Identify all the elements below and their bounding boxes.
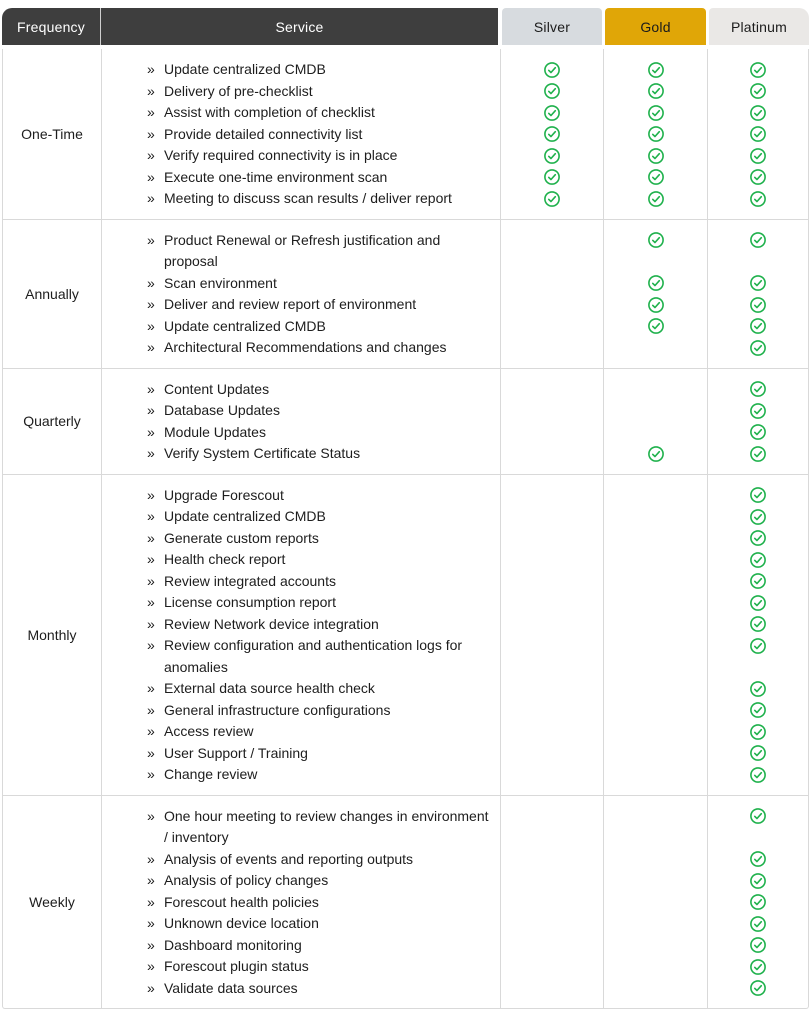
check-icon [750,702,766,718]
service-label: Review Network device integration [164,615,379,632]
service-label: Verify System Certificate Status [164,445,361,461]
bullet-icon: » [147,168,155,185]
service-item [101,592,500,614]
check-icon [544,191,560,207]
tier-cell-gold [603,188,707,219]
service-item [101,743,500,765]
service-label: Assist with completion of checklist [164,104,375,120]
tier-cell-silver [500,124,603,146]
check-icon [750,530,766,546]
check-icon [750,487,766,503]
tier-cell-gold [603,124,707,146]
bullet-icon: » [147,680,155,696]
tier-cell-gold [603,635,707,678]
header-service: Service [275,18,324,35]
service-item [101,124,500,146]
tier-cell-platinum [707,956,808,978]
tier-cell-gold [603,422,707,444]
tier-cell-platinum [707,721,808,743]
bullet-icon: » [147,594,155,610]
tier-cell-gold [603,796,707,849]
bullet-icon: » [147,915,155,931]
tier-cell-gold [603,935,707,957]
service-label: Verify required connectivity is in place [164,147,398,163]
service-item [101,294,500,316]
service-item [101,614,500,636]
tier-cell-silver [500,721,603,743]
service-item [101,700,500,722]
tier-cell-platinum [707,49,808,81]
check-icon [750,552,766,568]
check-icon [750,573,766,589]
bullet-icon: » [147,508,155,524]
tier-cell-platinum [707,635,808,678]
service-item [101,796,500,849]
tier-cell-gold [603,549,707,571]
tier-cell-platinum [707,294,808,316]
check-icon [648,169,664,185]
bullet-icon: » [147,744,155,761]
tier-cell-silver [500,167,603,189]
service-item [101,870,500,892]
tier-cell-platinum [707,571,808,593]
service-item [101,422,500,444]
tier-cell-gold [603,369,707,401]
tier-cell-gold [603,475,707,507]
tier-cell-platinum [707,614,808,636]
check-icon [544,148,560,164]
section-monthly [3,474,808,795]
tier-cell-silver [500,475,603,507]
tier-cell-silver [500,400,603,422]
service-item [101,475,500,507]
tier-cell-gold [603,102,707,124]
check-icon [750,62,766,78]
table-header [2,8,809,45]
tier-cell-platinum [707,102,808,124]
bullet-icon: » [147,190,155,206]
service-label: License consumption report [164,594,336,610]
bullet-icon: » [147,380,155,397]
frequency-label: One-Time [21,125,83,142]
tier-cell-gold [603,49,707,81]
service-label: Forescout health policies [164,893,319,910]
check-icon [544,169,560,185]
service-label: Execute one-time environment scan [164,168,388,185]
tier-cell-gold [603,700,707,722]
check-icon [648,275,664,291]
check-icon [750,873,766,889]
check-icon [648,148,664,164]
service-item [101,635,500,678]
check-icon [750,767,766,783]
tier-cell-silver [500,678,603,700]
frequency-label: Monthly [27,626,77,643]
tier-cell-platinum [707,167,808,189]
tier-cell-platinum [707,528,808,550]
service-label: Architectural Recommendations and changes [164,339,447,355]
bullet-icon: » [147,529,155,546]
service-item [101,400,500,422]
service-item [101,506,500,528]
bullet-icon: » [147,445,155,461]
service-label: Module Updates [164,423,266,440]
tier-cell-silver [500,614,603,636]
check-icon [750,724,766,740]
service-label: Access review [164,723,254,739]
tier-cell-gold [603,592,707,614]
check-icon [750,959,766,975]
tier-cell-platinum [707,849,808,871]
service-item [101,220,500,273]
tier-cell-silver [500,337,603,368]
tier-cell-silver [500,978,603,1009]
service-label: Forescout plugin status [164,958,309,974]
bullet-icon: » [147,766,155,782]
service-label: Validate data sources [164,979,298,996]
tier-cell-silver [500,49,603,81]
header-dark-block [2,8,498,45]
tier-cell-gold [603,400,707,422]
tier-cell-silver [500,443,603,474]
bullet-icon: » [147,104,155,120]
tier-cell-silver [500,549,603,571]
service-label: Update centralized CMDB [164,61,326,77]
frequency-label: Weekly [29,893,75,910]
check-icon [750,105,766,121]
tier-cell-platinum [707,700,808,722]
bullet-icon: » [147,936,155,953]
tier-cell-platinum [707,400,808,422]
section-one-time [3,49,808,219]
check-icon [750,381,766,397]
service-item [101,892,500,914]
tier-cell-silver [500,892,603,914]
service-label: Health check report [164,551,286,567]
tier-cell-silver [500,506,603,528]
service-label: Review configuration and authentication logs for anomalies [164,637,463,675]
tier-cell-platinum [707,220,808,273]
section-weekly [3,795,808,1009]
check-icon [750,297,766,313]
tier-cell-silver [500,220,603,273]
tier-cell-silver [500,849,603,871]
tier-cell-silver [500,294,603,316]
tier-cell-gold [603,870,707,892]
tier-cell-gold [603,614,707,636]
service-item [101,102,500,124]
tier-cell-gold [603,273,707,295]
tier-cell-gold [603,528,707,550]
bullet-icon: » [147,231,155,248]
check-icon [750,851,766,867]
tier-cell-silver [500,188,603,219]
header-gold: Gold [605,8,706,45]
service-item [101,978,500,1009]
service-item [101,721,500,743]
check-icon [648,232,664,248]
service-label: Meeting to discuss scan results / deliver report [164,190,452,206]
check-icon [750,595,766,611]
check-icon [750,126,766,142]
check-icon [750,980,766,996]
tier-cell-platinum [707,870,808,892]
bullet-icon: » [147,551,155,567]
service-item [101,443,500,474]
bullet-icon: » [147,486,155,503]
tier-cell-silver [500,273,603,295]
check-icon [750,340,766,356]
service-label: Analysis of events and reporting outputs [164,850,414,867]
frequency-label: Quarterly [23,413,81,429]
bullet-icon: » [147,807,155,824]
check-icon [544,105,560,121]
bullet-icon: » [147,423,155,440]
tier-cell-gold [603,721,707,743]
tier-cell-platinum [707,764,808,795]
service-label: Provide detailed connectivity list [164,125,363,142]
service-label: Database Updates [164,402,280,418]
tier-cell-gold [603,956,707,978]
check-icon [648,297,664,313]
check-icon [750,191,766,207]
tier-cell-silver [500,571,603,593]
check-icon [750,509,766,525]
tier-cell-silver [500,700,603,722]
bullet-icon: » [147,958,155,974]
bullet-icon: » [147,82,155,99]
service-label: External data source health check [164,680,375,696]
tier-cell-silver [500,145,603,167]
tier-cell-silver [500,870,603,892]
bullet-icon: » [147,125,155,142]
service-label: Deliver and review report of environment [164,296,417,312]
bullet-icon: » [147,615,155,632]
tier-cell-platinum [707,475,808,507]
service-label: Analysis of policy changes [164,872,329,888]
service-label: Upgrade Forescout [164,486,284,503]
check-icon [750,616,766,632]
bullet-icon: » [147,61,155,77]
tier-cell-gold [603,678,707,700]
service-item [101,273,500,295]
bullet-icon: » [147,572,155,589]
bullet-icon: » [147,147,155,163]
bullet-icon: » [147,850,155,867]
tier-cell-gold [603,913,707,935]
service-label: Scan environment [164,274,277,291]
service-item [101,316,500,338]
section-annually [3,219,808,368]
service-item [101,956,500,978]
service-label: General infrastructure configurations [164,701,391,718]
check-icon [648,62,664,78]
header-frequency: Frequency [17,18,85,35]
tier-cell-platinum [707,443,808,474]
bullet-icon: » [147,872,155,888]
check-icon [544,126,560,142]
check-icon [750,169,766,185]
tier-cell-platinum [707,145,808,167]
check-icon [750,916,766,932]
service-item [101,337,500,368]
bullet-icon: » [147,339,155,355]
tier-cell-gold [603,294,707,316]
tier-cell-silver [500,913,603,935]
check-icon [750,937,766,953]
check-icon [750,83,766,99]
service-item [101,678,500,700]
service-item [101,167,500,189]
tier-cell-silver [500,369,603,401]
tier-cell-platinum [707,549,808,571]
tier-cell-gold [603,443,707,474]
bullet-icon: » [147,701,155,718]
header-platinum: Platinum [709,8,809,45]
tier-cell-silver [500,316,603,338]
tier-cell-silver [500,796,603,849]
tier-cell-gold [603,849,707,871]
section-quarterly [3,368,808,474]
service-item [101,81,500,103]
tier-cell-silver [500,422,603,444]
check-icon [750,148,766,164]
tier-cell-platinum [707,124,808,146]
tier-cell-gold [603,764,707,795]
check-icon [750,808,766,824]
tier-cell-silver [500,764,603,795]
service-label: Update centralized CMDB [164,317,326,334]
tier-cell-gold [603,81,707,103]
tier-cell-gold [603,337,707,368]
tier-cell-gold [603,167,707,189]
tier-cell-platinum [707,273,808,295]
tier-cell-gold [603,506,707,528]
service-label: One hour meeting to review changes in environment / inventory [164,807,489,845]
check-icon [750,681,766,697]
service-label: Unknown device location [164,915,319,931]
service-item [101,145,500,167]
service-label: Delivery of pre-checklist [164,82,313,99]
tier-cell-gold [603,743,707,765]
check-icon [544,62,560,78]
tier-cell-platinum [707,506,808,528]
tier-cell-silver [500,592,603,614]
check-icon [750,446,766,462]
check-icon [750,403,766,419]
service-label: Update centralized CMDB [164,508,326,524]
check-icon [750,638,766,654]
service-label: Review integrated accounts [164,572,336,589]
tier-cell-silver [500,81,603,103]
tier-cell-platinum [707,337,808,368]
service-item [101,549,500,571]
table-body [2,49,809,1009]
tier-cell-silver [500,102,603,124]
tier-cell-platinum [707,316,808,338]
tier-cell-gold [603,220,707,273]
check-icon [750,424,766,440]
bullet-icon: » [147,979,155,996]
service-tier-table [2,8,809,1009]
tier-cell-gold [603,316,707,338]
service-label: Content Updates [164,380,270,397]
check-icon [648,126,664,142]
tier-cell-gold [603,145,707,167]
tier-cell-silver [500,935,603,957]
frequency-label: Annually [25,285,79,302]
bullet-icon: » [147,637,155,653]
tier-cell-platinum [707,188,808,219]
tier-cell-platinum [707,743,808,765]
bullet-icon: » [147,723,155,739]
check-icon [648,83,664,99]
check-icon [648,446,664,462]
tier-cell-gold [603,571,707,593]
tier-cell-platinum [707,913,808,935]
header-silver: Silver [502,8,602,45]
tier-cell-silver [500,956,603,978]
service-label: Product Renewal or Refresh justification and proposal [164,231,441,269]
service-item [101,49,500,81]
tier-cell-platinum [707,892,808,914]
bullet-icon: » [147,402,155,418]
check-icon [648,105,664,121]
service-item [101,188,500,219]
tier-cell-platinum [707,935,808,957]
bullet-icon: » [147,274,155,291]
tier-cell-silver [500,635,603,678]
check-icon [750,232,766,248]
check-icon [750,745,766,761]
tier-cell-platinum [707,369,808,401]
check-icon [750,318,766,334]
tier-cell-silver [500,528,603,550]
check-icon [750,275,766,291]
check-icon [648,318,664,334]
tier-cell-platinum [707,978,808,1009]
check-icon [750,894,766,910]
service-item [101,369,500,401]
tier-cell-silver [500,743,603,765]
service-label: Dashboard monitoring [164,936,302,953]
check-icon [544,83,560,99]
service-label: Generate custom reports [164,529,319,546]
service-item [101,935,500,957]
service-item [101,849,500,871]
service-item [101,528,500,550]
check-icon [648,191,664,207]
service-item [101,913,500,935]
service-label: Change review [164,766,258,782]
tier-cell-platinum [707,592,808,614]
service-item [101,764,500,795]
tier-cell-platinum [707,81,808,103]
tier-cell-gold [603,978,707,1009]
service-item [101,571,500,593]
bullet-icon: » [147,893,155,910]
tier-cell-platinum [707,422,808,444]
service-label: User Support / Training [164,744,308,761]
tier-cell-platinum [707,796,808,849]
tier-cell-gold [603,892,707,914]
tier-cell-platinum [707,678,808,700]
bullet-icon: » [147,296,155,312]
bullet-icon: » [147,317,155,334]
